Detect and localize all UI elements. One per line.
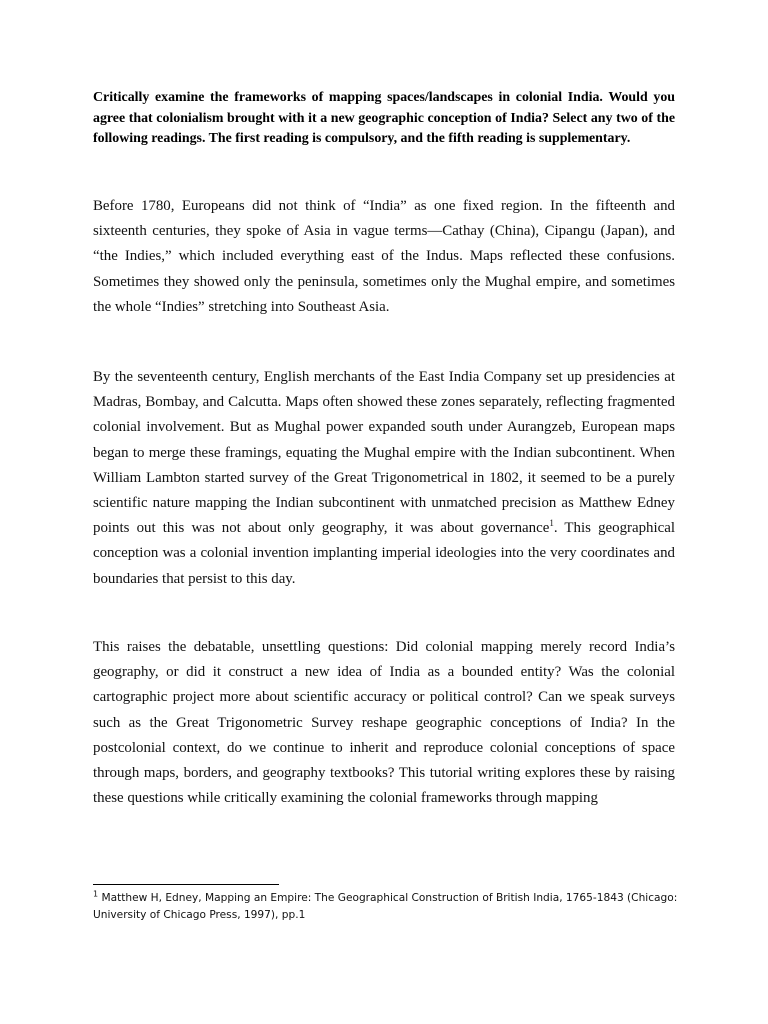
paragraph-3: This raises the debatable, unsettling questions: Did colonial mapping merely record India’s geography, or did it construct a new idea of India as a bounded entity? Was the colonial cartographic project more about scientific accuracy or political control? Can we speak surveys such as the Great Trigonometric Survey reshape geographic conceptions of India? In the postcolonial context, do we continue to inherit and reproduce colonial conceptions of space through maps, borders, and geography textbooks? This tutorial writing explores these by raising these questions while critically examining the colonial frameworks through mapping (93, 639, 675, 807)
paragraph-2-text-continued: . This geographical conception was a colonial invention implanting imperial ideologies into the very coordinates and boundaries that persist to this day. (93, 520, 675, 587)
paragraph-2-text: By the seventeenth century, English merchants of the East India Company set up presidencies at Madras, Bombay, and Calcutta. Maps often showed these zones separately, reflecting fragmented colonial involvement. But as Mughal power expanded south under Aurangzeb, European maps began to merge these framings, equating the Mughal empire with the Indian subcontinent. When William Lambton started survey of the Great Trigonometrical in 1802, it seemed to be a purely scientific nature mapping the Indian subcontinent with unmatched precision as Matthew Edney points out this was not about only geography, it was about governance (93, 369, 675, 537)
footnote (93, 890, 693, 923)
footnote-mark: 1 (93, 889, 99, 899)
footnote-reference: 1 (549, 518, 554, 529)
paragraph-2 (93, 365, 675, 592)
footnote-divider (93, 884, 279, 885)
assignment-question: Critically examine the frameworks of mapping spaces/landscapes in colonial India. Would you agree that colonialism brought with it a new geographic conception of India? Select any two of the following readings. The first reading is compulsory, and the fifth reading is supplementary. (93, 90, 675, 146)
paragraph-1: Before 1780, Europeans did not think of “India” as one fixed region. In the fifteenth and sixteenth centuries, they spoke of Asia in vague terms—Cathay (China), Cipangu (Japan), and “the Indies,” which included everything east of the Indus. Maps reflected these confusions. Sometimes they showed only the peninsula, sometimes only the Mughal empire, and sometimes the whole “Indies” stretching into Southeast Asia. (93, 198, 675, 315)
footnote-text: Matthew H, Edney, Mapping an Empire: The Geographical Construction of British India, 1765-1843 (Chicago: University of Chicago Press, 1997), pp.1 (93, 892, 678, 921)
